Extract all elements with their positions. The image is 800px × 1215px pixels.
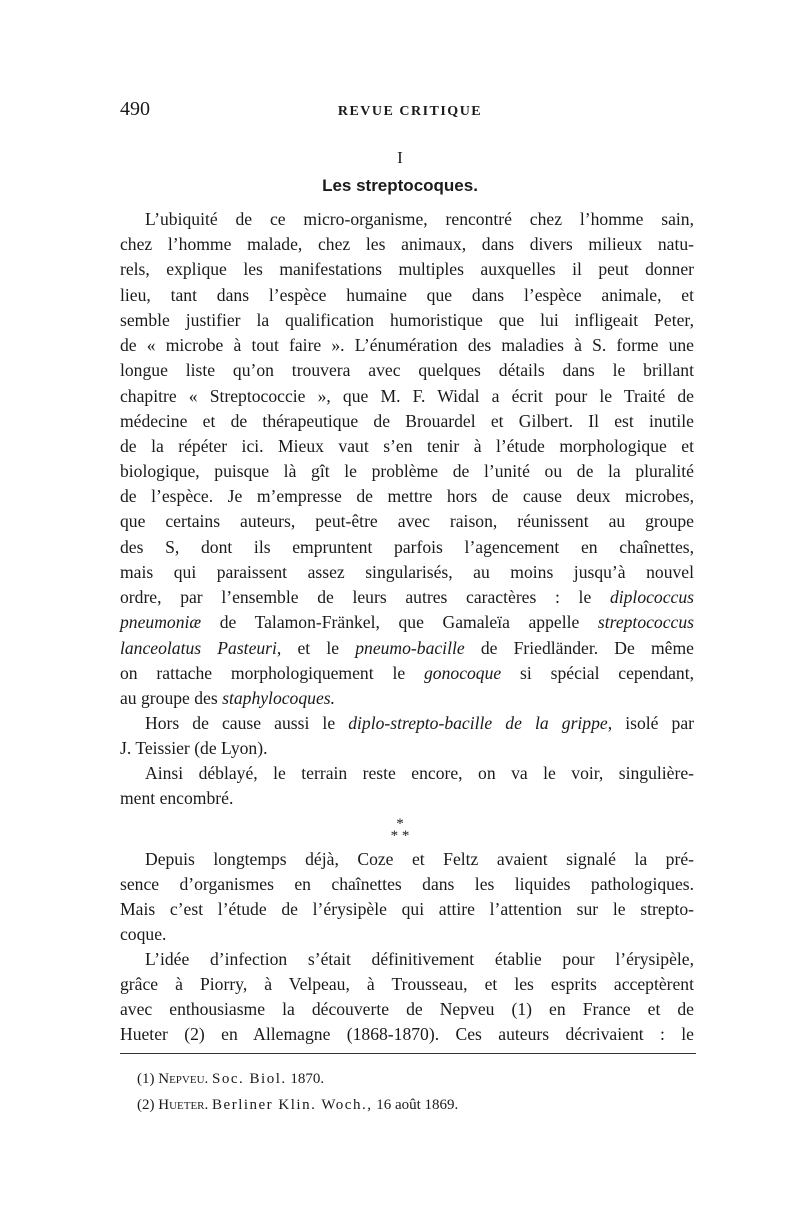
text-line: chez l’homme malade, chez les animaux, dans divers milieux natu- (120, 234, 694, 254)
text-line: coque. (120, 924, 167, 944)
text-line: sence d’organismes en chaînettes dans les liquides pathologiques. (120, 874, 694, 894)
running-title: REVUE CRITIQUE (337, 104, 483, 119)
text-line: ordre, par l’ensemble de leurs autres caractères : le diplococcus (120, 587, 694, 607)
text-line: Ainsi déblayé, le terrain reste encore, on va le voir, singulière- (145, 763, 694, 783)
page-header (120, 98, 700, 128)
text-line: médecine et de thérapeutique de Brouardel et Gilbert. Il est inutile (120, 411, 694, 431)
footnote-rule (120, 1053, 696, 1054)
text-line: biologique, puisque là gît le problème de l’unité ou de la pluralité (120, 461, 694, 481)
text-line: Hors de cause aussi le diplo-strepto-bacille de la grippe, isolé par (145, 713, 694, 733)
text-line: grâce à Piorry, à Velpeau, à Trousseau, et les esprits acceptèrent (120, 974, 694, 994)
text-line: pneumoniæ de Talamon-Fränkel, que Gamaleïa appelle streptococcus (120, 612, 694, 632)
asterism-top: * (396, 816, 404, 832)
text-line: que certains auteurs, peut-être avec raison, réunissent au groupe (120, 511, 694, 531)
section-title: Les streptocoques. (322, 176, 478, 195)
text-line: avec enthousiasme la découverte de Nepveu (1) en France et de (120, 999, 694, 1019)
text-line: J. Teissier (de Lyon). (120, 738, 268, 758)
text-line: semble justifier la qualification humoristique que lui infligeait Peter, (120, 310, 694, 330)
text-line: L’idée d’infection s’était définitivement établie pour l’érysipèle, (145, 949, 694, 969)
footnote-2: (2) Hueter. Berliner Klin. Woch., 16 août 1869. (137, 1097, 459, 1113)
text-line: au groupe des staphylocoques. (120, 688, 335, 708)
text-line: longue liste qu’on trouvera avec quelques détails dans le brillant (120, 360, 694, 380)
text-line: de « microbe à tout faire ». L’énumération des maladies à S. forme une (120, 335, 694, 355)
text-line: mais qui paraissent assez singularisés, au moins jusqu’à nouvel (120, 562, 694, 582)
text-line: de la répéter ici. Mieux vaut s’en tenir à l’étude morphologique et (120, 436, 694, 456)
text-line: ment encombré. (120, 788, 234, 808)
text-line: des S, dont ils empruntent parfois l’agencement en chaînettes, (120, 537, 694, 557)
footnote-1: (1) Nepveu. Soc. Biol. 1870. (137, 1071, 325, 1087)
text-line: Mais c’est l’étude de l’érysipèle qui attire l’attention sur le strepto- (120, 899, 694, 919)
text-line: lieu, tant dans l’espèce humaine que dans l’espèce animale, et (120, 285, 694, 305)
text-line: de l’espèce. Je m’empresse de mettre hors de cause deux microbes, (120, 486, 694, 506)
text-line: rels, explique les manifestations multiples auxquelles il peut donner (120, 259, 694, 279)
text-line: Depuis longtemps déjà, Coze et Feltz avaient signalé la pré- (145, 849, 694, 869)
text-line: L’ubiquité de ce micro-organisme, rencontré chez l’homme sain, (145, 209, 694, 229)
section-number: I (397, 148, 403, 167)
text-line: on rattache morphologiquement le gonocoque si spécial cependant, (120, 663, 695, 683)
page-number: 490 (120, 98, 150, 120)
text-line: chapitre « Streptococcie », que M. F. Widal a écrit pour le Traité de (120, 386, 694, 406)
text-line: lanceolatus Pasteuri, et le pneumo-bacille de Friedländer. De même (120, 638, 694, 658)
asterism-bottom: * * (390, 828, 410, 844)
text-line: Hueter (2) en Allemagne (1868-1870). Ces auteurs décrivaient : le (120, 1024, 694, 1044)
